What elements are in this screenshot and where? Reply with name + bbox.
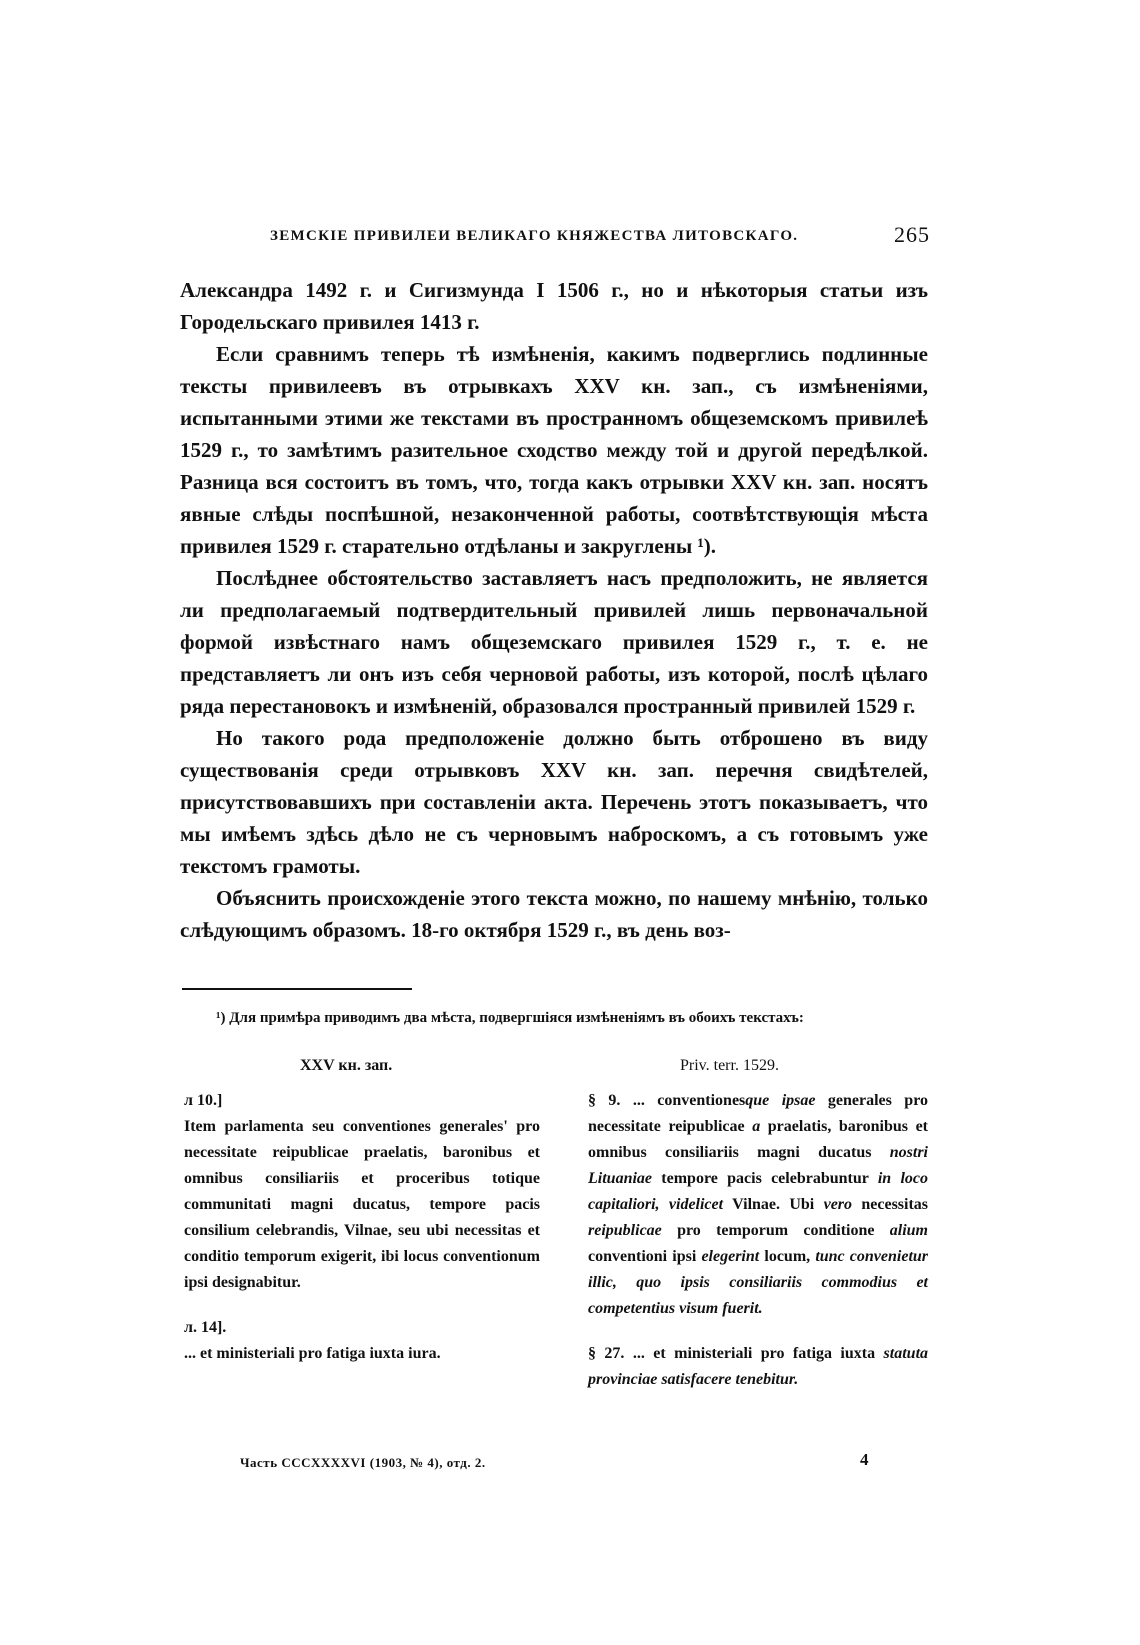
left-excerpt-1-text: Item parlamenta seu conventiones generales' pro necessitate reipublicae praelatis, baronibus et omnibus consiliariis et proceribus totique communitati magni ducatus, tempore pacis consilium celebrandis, Vilnae, seu ubi necessitas et conditio temporum exigerit, ibi locus conventionum ipsi designabitur. [184,1118,540,1291]
left-column-excerpt-1 [184,1088,540,1296]
page-number: 265 [894,222,930,247]
footer-sheet-number: 4 [860,1450,869,1469]
text-run: § 9. ... conventiones [588,1092,746,1109]
right-column-excerpt-1 [588,1088,928,1322]
left-column-excerpt-2 [184,1315,540,1367]
text-run: locum, [764,1248,811,1265]
right-column-heading: Priv. terr. 1529. [680,1057,779,1074]
paragraph-2: Если сравнимъ теперь тѣ измѣненія, какимъ подверглись подлинные тексты привилеевъ въ отрывкахъ XXV кн. зап., съ измѣненіями, испытанными этими же текстами въ пространномъ общеземскомъ привилеѣ 1529 г., то замѣтимъ разительное сходство между той и другой передѣлкой. Разница вся состоитъ въ томъ, что, тогда какъ отрывки XXV кн. зап. носятъ явные слѣды поспѣшной, незаконченной работы, соотвѣтствующія мѣста привилея 1529 г. старательно отдѣланы и закруглены ¹). [180,342,928,558]
left-excerpt-1-label: л 10.] [184,1092,223,1109]
running-title: ЗЕМСКІЕ ПРИВИЛЕИ ВЕЛИКАГО КНЯЖЕСТВА ЛИТОВСКАГО. [270,228,799,244]
italic-run: statuta provinciae satisfacere tenebitur. [588,1345,929,1388]
italic-run: in loco capitaliori, videlicet [588,1170,929,1213]
paragraph-5: Объяснить происхожденіе этого текста можно, по нашему мнѣнію, только слѣдующимъ образомъ. 18-го октября 1529 г., въ день воз- [180,886,928,942]
footnote-text: ¹) Для примѣра приводимъ два мѣста, подвергшіяся измѣненіямъ въ обоихъ текстахъ: [216,1010,804,1026]
text-run: pro temporum conditione [677,1222,875,1239]
right-excerpt-2-text [588,1341,928,1393]
text-run: conventioni ipsi [588,1248,697,1265]
italic-run: nostri Lituaniae [588,1144,928,1187]
text-run: praelatis, baronibus et omnibus consiliariis magni ducatus [588,1118,929,1161]
footer-signature: Часть CCCXXXXVI (1903, № 4), отд. 2. [240,1455,486,1470]
paragraph-4: Но такого рода предположеніе должно быть отброшено въ виду существованія среди отрывковъ XXV кн. зап. перечня свидѣтелей, присутствовавшихъ при составленіи акта. Перечень этотъ показываетъ, что мы имѣемъ здѣсь дѣло не съ черновымъ наброскомъ, а съ готовымъ уже текстомъ грамоты. [180,726,928,878]
running-header [270,222,930,256]
left-excerpt-2-text: ... et ministeriali pro fatiga iuxta iura. [184,1345,441,1362]
footnote [180,1006,928,1030]
italic-run: tunc convenietur illic, quo ipsis consiliariis commodius et competentius visum fuerit. [588,1248,929,1317]
footnote-divider [182,988,412,990]
italic-run: vero [823,1196,853,1213]
left-excerpt-2-label: л. 14]. [184,1319,227,1336]
paragraph-3: Послѣднее обстоятельство заставляетъ насъ предположить, не является ли предполагаемый подтвердительный привилей лишь первоначальной формой извѣстнаго намъ общеземскаго привилея 1529 г., т. е. не представляетъ ли онъ изъ себя черновой работы, изъ которой, послѣ цѣлаго ряда перестановокъ и измѣненій, образовался пространный привилей 1529 г. [180,566,928,718]
italic-run: que ipsae [745,1092,816,1109]
left-column-heading: XXV кн. зап. [300,1057,393,1074]
text-run: necessitas [861,1196,929,1213]
text-run: tempore pacis celebrabuntur [661,1170,869,1187]
right-column-excerpt-2 [588,1341,928,1393]
text-run: § 27. ... et ministeriali pro fatiga iuxta [588,1345,876,1362]
italic-run: elegerint [701,1248,760,1265]
main-text [180,274,928,946]
italic-run: alium [889,1222,928,1239]
text-run: generales pro necessitate reipublicae [588,1092,928,1135]
italic-run: reipublicae [588,1222,662,1239]
right-excerpt-1-text [588,1088,928,1322]
paragraph-1: Александра 1492 г. и Сигизмунда I 1506 г., но и нѣкоторыя статьи изъ Городельскаго привилея 1413 г. [180,278,928,334]
italic-run: a [752,1118,761,1135]
text-run: Vilnae. Ubi [732,1196,815,1213]
